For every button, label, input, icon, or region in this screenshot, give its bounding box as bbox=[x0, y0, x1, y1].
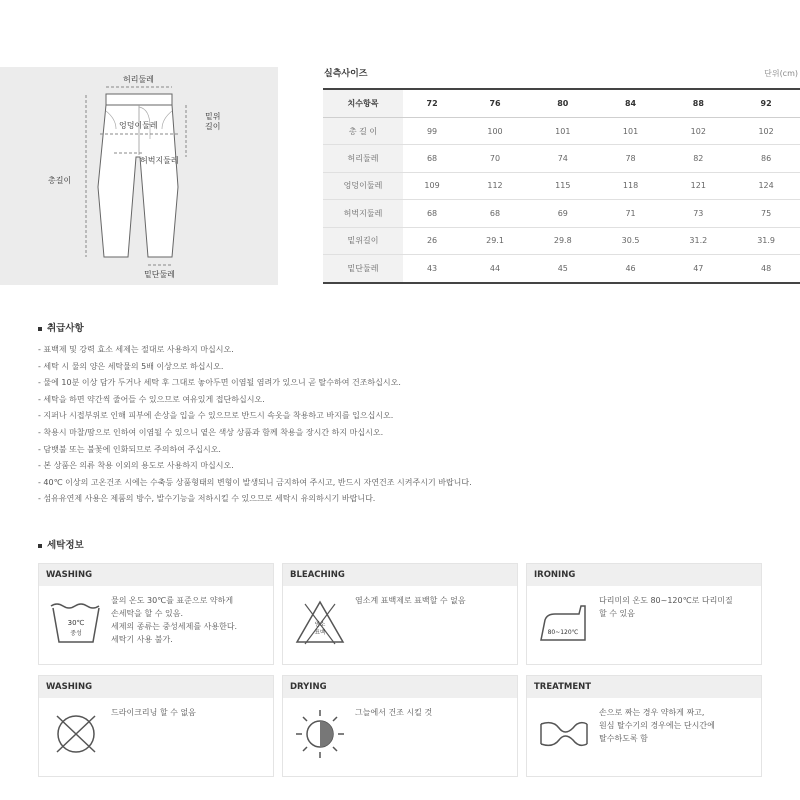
size-title: 실측사이즈 bbox=[324, 69, 368, 79]
hip-label: 엉덩이둘레 bbox=[119, 121, 158, 130]
card-text: 염소계 표백제로 표백할 수 없음 bbox=[355, 596, 466, 605]
iron-icon bbox=[535, 592, 593, 650]
list-item: - 착용시 마찰/땀으로 인하여 이염될 수 있으니 옅은 색상 상품과 함께 착용을 장시간 하지 마십시오. bbox=[38, 427, 384, 437]
hem-label: 밑단둘레 bbox=[144, 270, 175, 279]
bleach-icon bbox=[291, 592, 349, 650]
card-text: 그늘에서 건조 시킬 것 bbox=[355, 708, 433, 717]
cell: 48 bbox=[761, 263, 772, 273]
card-header: TREATMENT bbox=[527, 676, 761, 698]
wash-section-title: 세탁정보 bbox=[38, 537, 84, 551]
pants-diagram bbox=[0, 67, 278, 285]
pants-outline-icon bbox=[0, 67, 278, 285]
cell: 102 bbox=[758, 126, 774, 136]
cell: 30.5 bbox=[621, 236, 640, 246]
list-item: - 지퍼나 시접부위로 인해 피부에 손상을 입을 수 있으므로 반드시 속옷을 착용하고 바지를 입으십시오. bbox=[38, 411, 394, 421]
size-col: 88 bbox=[692, 99, 704, 108]
card-header: IRONING bbox=[527, 564, 761, 586]
table-row bbox=[323, 254, 800, 283]
cell: 29.1 bbox=[486, 236, 504, 246]
table-row bbox=[323, 145, 800, 172]
card-header: DRYING bbox=[283, 676, 517, 698]
card-text: 손으로 짜는 경우 약하게 짜고, 원심 탈수기의 경우에는 단시간에 탈수하도록 함 bbox=[599, 708, 715, 743]
rise-label-1: 밑위 bbox=[205, 112, 221, 121]
cell: 118 bbox=[622, 181, 639, 191]
cell: 43 bbox=[426, 263, 438, 273]
header-label: 치수항목 bbox=[323, 89, 403, 118]
list-item: - 섬유유연제 사용은 제품의 방수, 발수기능을 저하시킬 수 있으므로 세탁시 유의하시기 바랍니다. bbox=[38, 494, 376, 504]
no-dryclean-icon bbox=[47, 704, 105, 762]
shade-dry-icon bbox=[291, 704, 349, 762]
waist-label: 허리둘레 bbox=[123, 75, 154, 84]
wring-icon bbox=[535, 704, 593, 762]
iron-card bbox=[526, 563, 762, 665]
size-col: 80 bbox=[557, 99, 569, 108]
card-text: 물의 온도 30℃를 표준으로 약하게 손세탁을 할 수 있음. 세제의 종류는 중성세제를 사용한다. 세탁기 사용 불가. bbox=[111, 596, 238, 644]
size-col: 92 bbox=[760, 99, 772, 108]
card-text: 다리미의 온도 80~120℃로 다리미질 할 수 있음 bbox=[599, 596, 733, 618]
row-label: 허벅지둘레 bbox=[323, 200, 403, 227]
bleach-card bbox=[282, 563, 518, 665]
size-col: 84 bbox=[624, 99, 637, 108]
row-label: 엉덩이둘레 bbox=[323, 172, 403, 199]
care-section-title: 취급사항 bbox=[38, 320, 84, 334]
icon-text: 80~120℃ bbox=[547, 629, 579, 636]
cell: 86 bbox=[761, 154, 772, 164]
wash-30-icon bbox=[47, 592, 105, 650]
icon-text: 중성 bbox=[70, 630, 82, 637]
icon-text: 30℃ bbox=[67, 619, 85, 627]
cell: 74 bbox=[557, 154, 568, 164]
size-col: 72 bbox=[426, 99, 438, 108]
treatment-card bbox=[526, 675, 762, 777]
card-header: WASHING bbox=[39, 564, 273, 586]
cell: 82 bbox=[693, 154, 704, 164]
list-item: - 담뱃불 또는 불꽃에 인화되므로 주의하여 주십시오. bbox=[38, 444, 221, 454]
bullet-square-icon bbox=[38, 327, 42, 331]
cell: 73 bbox=[693, 208, 704, 218]
cell: 75 bbox=[761, 208, 772, 218]
cell: 99 bbox=[426, 126, 438, 136]
row-label: 총 길 이 bbox=[323, 118, 403, 145]
cell: 78 bbox=[625, 154, 636, 164]
cell: 115 bbox=[555, 181, 571, 191]
table-row bbox=[323, 172, 800, 199]
list-item: - 표백제 및 강력 효소 세제는 절대로 사용하지 마십시오. bbox=[38, 345, 234, 354]
cell: 47 bbox=[693, 263, 704, 273]
cell: 44 bbox=[489, 263, 501, 273]
cell: 29.8 bbox=[553, 236, 572, 246]
table-row bbox=[323, 118, 800, 145]
size-unit: 단위(cm) bbox=[764, 69, 798, 78]
bullet-square-icon bbox=[38, 544, 42, 548]
cell: 100 bbox=[487, 126, 503, 136]
cell: 26 bbox=[426, 236, 438, 246]
cell: 109 bbox=[424, 181, 440, 191]
cell: 68 bbox=[489, 208, 501, 218]
size-table bbox=[323, 88, 800, 284]
cell: 46 bbox=[625, 263, 636, 273]
cell: 101 bbox=[622, 126, 639, 136]
table-row bbox=[323, 227, 800, 254]
care-list bbox=[38, 342, 472, 508]
size-header-row bbox=[323, 89, 800, 118]
cell: 31.9 bbox=[757, 236, 775, 246]
cell: 121 bbox=[690, 181, 706, 191]
list-item: - 물에 10분 이상 담가 두거나 세탁 후 그대로 놓아두면 이염될 염려가 있으니 곧 탈수하여 건조하십시오. bbox=[38, 378, 401, 388]
list-item: - 40℃ 이상의 고온건조 시에는 수축등 상품형태의 변형이 발생되니 금지하여 주시고, 반드시 자연건조 시켜주시기 바랍니다. bbox=[38, 477, 472, 487]
cell: 69 bbox=[557, 208, 568, 218]
card-text: 드라이크리닝 할 수 없음 bbox=[111, 708, 196, 717]
dryclean-card bbox=[38, 675, 274, 777]
cell: 45 bbox=[557, 263, 568, 273]
list-item: - 본 상품은 의류 착용 이외의 용도로 사용하지 마십시오. bbox=[38, 461, 234, 471]
cell: 101 bbox=[555, 126, 571, 136]
card-header: BLEACHING bbox=[283, 564, 517, 586]
length-label: 총길이 bbox=[48, 176, 72, 185]
thigh-label: 허벅지둘레 bbox=[140, 156, 179, 165]
list-item: - 세탁 시 물의 양은 세탁물의 5배 이상으로 하십시오. bbox=[38, 361, 224, 371]
cell: 112 bbox=[487, 181, 503, 191]
drying-card bbox=[282, 675, 518, 777]
row-label: 허리둘레 bbox=[323, 145, 403, 172]
cell: 68 bbox=[426, 208, 438, 218]
rise-label-2: 길이 bbox=[205, 122, 221, 131]
icon-text: 염소 bbox=[314, 622, 326, 628]
wash-card bbox=[38, 563, 274, 665]
row-label: 밑단둘레 bbox=[323, 254, 403, 283]
cell: 124 bbox=[758, 181, 774, 191]
card-header: WASHING bbox=[39, 676, 273, 698]
cell: 102 bbox=[690, 126, 706, 136]
cell: 71 bbox=[625, 208, 636, 218]
cell: 31.2 bbox=[689, 236, 708, 246]
cell: 70 bbox=[489, 154, 501, 164]
table-row bbox=[323, 200, 800, 227]
icon-text: 표백 bbox=[314, 630, 326, 636]
list-item: - 세탁을 하면 약간씩 줄어들 수 있으므로 여유있게 접단하십시오. bbox=[38, 394, 265, 404]
row-label: 밑위길이 bbox=[323, 227, 403, 254]
size-col: 76 bbox=[489, 99, 501, 108]
cell: 68 bbox=[426, 154, 438, 164]
